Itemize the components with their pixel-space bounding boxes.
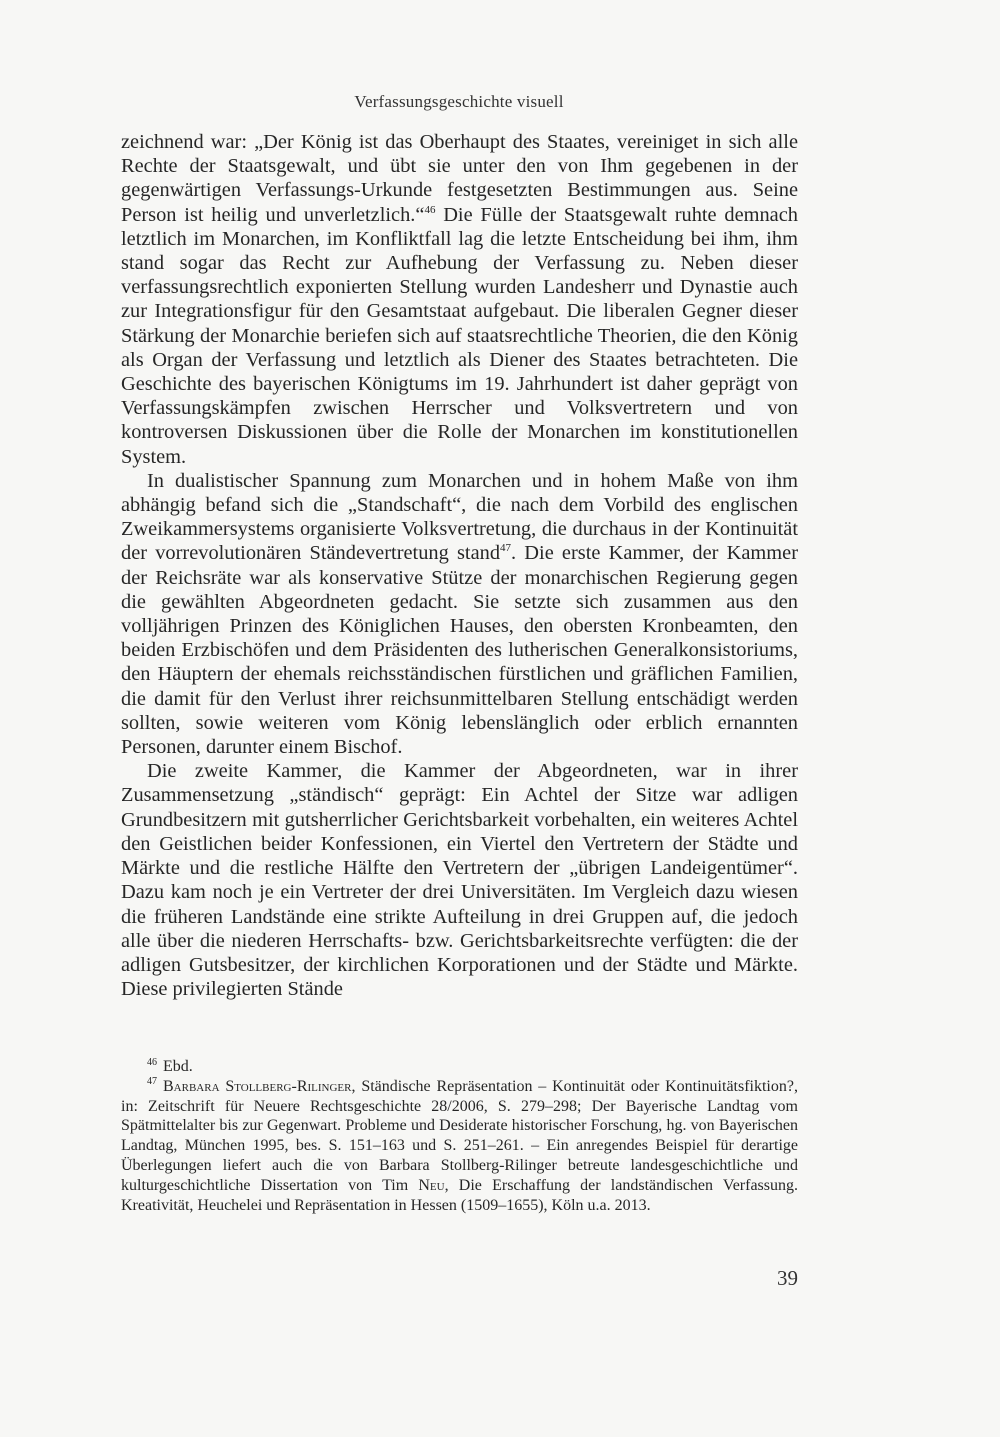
footnotes (121, 1057, 798, 1215)
page-number: 39 (777, 1266, 798, 1290)
footnote-47-author-1: Barbara Stollberg-Rilinger (163, 1077, 352, 1095)
footnote-47-number: 47 (147, 1076, 157, 1088)
footnote-ref-46[interactable]: 46 (424, 203, 436, 216)
paragraph-2-text-a: In dualistischer Spannung zum Monarchen und in hohem Maße von ihm abhängig befand sich die „Standschaft“, die nach dem Vorbild des englischen Zweikammersystems organisierte Volksvertretung, die durchaus in der Kontinuität der vorrevolutionären Ständevertretung stand (121, 469, 798, 565)
footnote-46-number: 46 (147, 1056, 157, 1068)
paragraph-2 (121, 469, 798, 759)
footnote-47-text-2: , Die Erschaffung der landständischen Verfassung. Kreativität, Heuchelei und Repräsentation in Hessen (1509–1655), Köln u.a. 2013. (121, 1176, 799, 1214)
paragraph-1 (121, 130, 798, 469)
footnote-ref-47[interactable]: 47 (500, 542, 512, 555)
footnote-47-author-2: Neu (418, 1176, 445, 1194)
running-head: Verfassungsgeschichte visuell (354, 92, 564, 111)
body-text (121, 130, 798, 1001)
footnote-46-text: Ebd. (163, 1058, 193, 1075)
paragraph-3: Die zweite Kammer, die Kammer der Abgeordneten, war in ihrer Zusammensetzung „ständisch“ geprägt: Ein Achtel der Sitze war adligen Grundbesitzern mit gutsherrlicher Gerichtsbarkeit vorbehalten, ein weiteres Achtel den Geistlichen beider Konfessionen, ein Viertel den Vertretern der Städte und Märkte und die restliche Hälfte den Vertretern der „übrigen Landeigentümer“. Dazu kam noch je ein Vertreter der drei Universitäten. Im Vergleich dazu wiesen die früheren Landstände eine strikte Aufteilung in drei Gruppen auf, die jedoch alle über die niederen Herrschafts- bzw. Gerichtsbarkeitsrechte verfügten: die der adligen Gutsbesitzer, der kirchlichen Korporationen und der Städte und Märkte. Diese privilegierten Stände (121, 760, 798, 1001)
footnote-47 (121, 1077, 798, 1216)
paragraph-1-text-a: zeichnend war: „Der König ist das Oberhaupt des Staates, vereiniget in sich alle Rechte der Staatsgewalt, und übt sie unter den von Ihm gegebenen in der gegenwärtigen Verfassungs-Urkunde festgesetzten Bestimmungen aus. Seine Person ist heilig und unverletzlich.“ (121, 131, 798, 226)
paragraph-2-text-b: . Die erste Kammer, der Kammer der Reichsräte war als konservative Stütze der monarchischen Regierung gegen die gewählten Abgeordneten gedacht. Sie setzte sich zusammen aus den volljährigen Prinzen des Königlichen Hauses, den obersten Kronbeamten, den beiden Erzbischöfen und dem Präsidenten des lutherischen Generalkonsistoriums, den Häuptern der ehemals reichsständischen fürstlichen und gräflichen Familien, die damit für den Verlust ihrer reichsunmittelbaren Stellung entschädigt werden sollten, sowie weiteren vom König lebenslänglich oder erblich ernannten Personen, darunter einem Bischof. (121, 542, 798, 759)
footnote-47-text-1: , Ständische Repräsentation – Kontinuität oder Kontinuitätsfiktion?, in: Zeitschrift für Neuere Rechtsgeschichte 28/2006, S. 279–298; Der Bayerische Landtag vom Spätmittelalter bis zur Gegenwart. Probleme und Desiderate historischer Forschung, hg. von Bayerischen Landtag, München 1995, bes. S. 151–163 und S. 251–261. – Ein anregendes Beispiel für derartige Überlegungen liefert auch die von Barbara Stollberg-Rilinger betreute landesgeschichtliche und kulturgeschichtliche Dissertation von Tim (121, 1077, 798, 1194)
footnote-46 (121, 1057, 798, 1077)
paragraph-1-text-b: Die Fülle der Staatsgewalt ruhte demnach letztlich im Monarchen, im Konfliktfall lag die letzte Entscheidung bei ihm, ihm stand sogar das Recht zur Aufhebung der Verfassung zu. Neben dieser verfassungsrechtlich exponierten Stellung wurden Landesherr und Dynastie auch zur Integrationsfigur für den Gesamtstaat aufgebaut. Die liberalen Gegner dieser Stärkung der Monarchie beriefen sich auf staatsrechtliche Theorien, die den König als Organ der Verfassung und letztlich als Diener des Staates betrachteten. Die Geschichte des bayerischen Königtums im 19. Jahrhundert ist daher geprägt von Verfassungskämpfen zwischen Herrscher und Volksvertretern und von kontroversen Diskussionen über die Rolle der Monarchen im konstitutionellen System. (121, 203, 798, 468)
